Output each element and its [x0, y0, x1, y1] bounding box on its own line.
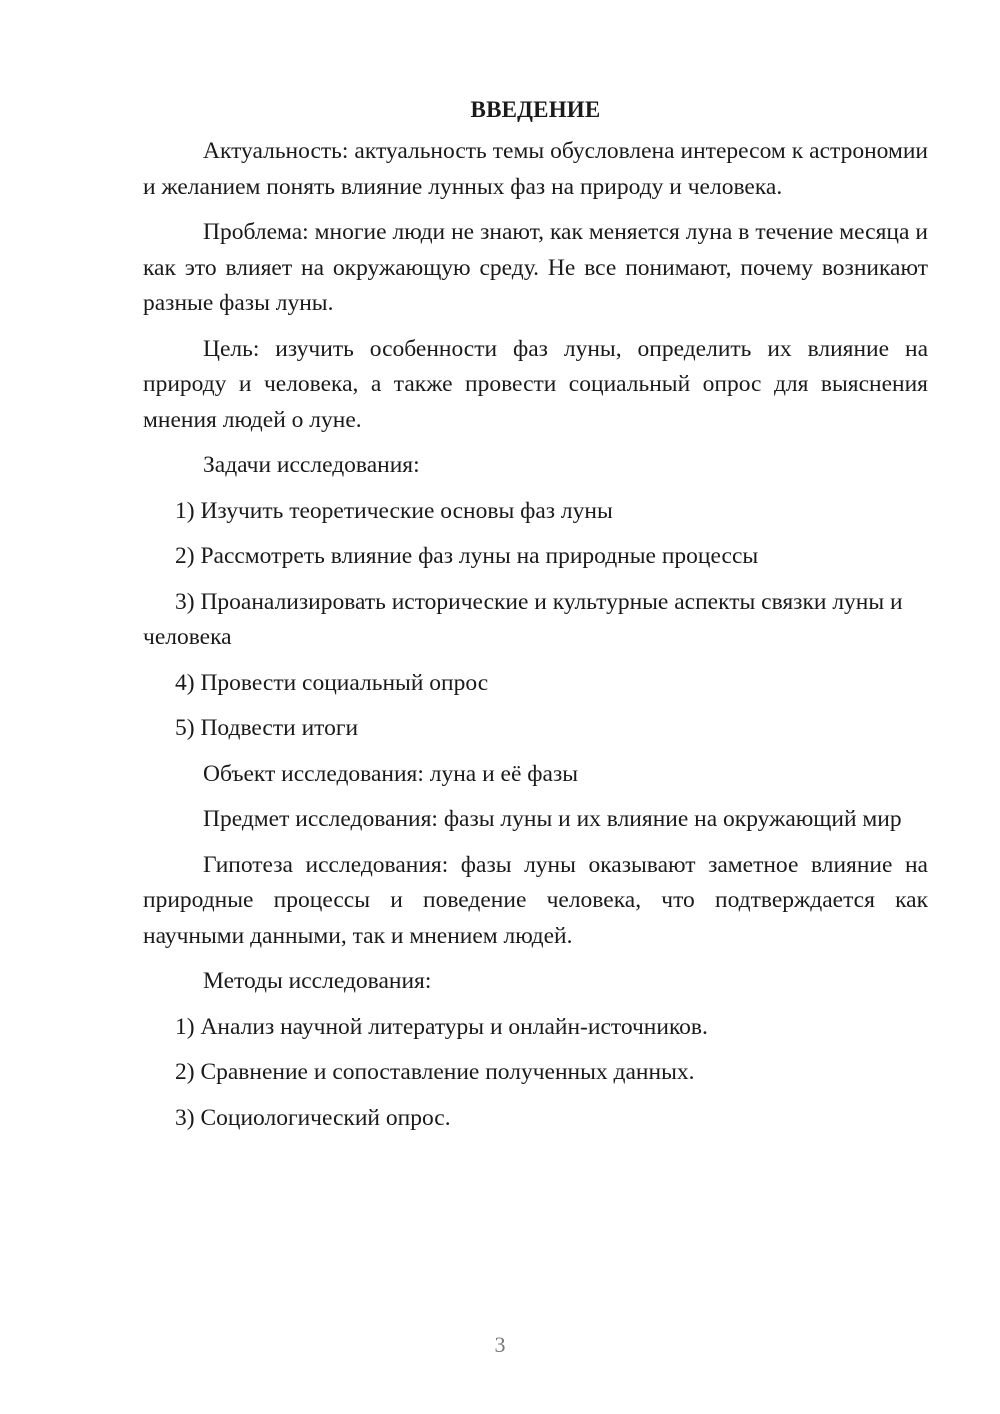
- list-item: 3) Социологический опрос.: [175, 1104, 451, 1131]
- list-item: 1) Анализ научной литературы и онлайн-источников.: [175, 1013, 708, 1040]
- subject-paragraph: Предмет исследования: фазы луны и их влияние на окружающий мир: [203, 806, 902, 832]
- tasks-heading: Задачи исследования:: [203, 452, 420, 478]
- relevance-paragraph: Актуальность: актуальность темы обусловлена интересом к астрономии и желанием понять влияние лунных фаз на природу и человека.: [143, 138, 928, 200]
- problem-paragraph: Проблема: многие люди не знают, как меняется луна в течение месяца и как это влияет на окружающую среду. Не все понимают, почему возникают разные фазы луны.: [143, 219, 928, 316]
- goal-paragraph: Цель: изучить особенности фаз луны, определить их влияние на природу и человека, а также провести социальный опрос для выяснения мнения людей о луне.: [143, 335, 928, 433]
- document-page: [143, 92, 928, 1146]
- list-item: 4) Провести социальный опрос: [175, 669, 489, 696]
- hypothesis-paragraph: Гипотеза исследования: фазы луны оказывают заметное влияние на природные процессы и поведение человека, что подтверждается как научными данными, так и мнением людей.: [143, 851, 928, 949]
- page-number: 3: [494, 1332, 506, 1357]
- list-item: 5) Подвести итоги: [175, 715, 359, 741]
- list-item: 2) Сравнение и сопоставление полученных данных.: [175, 1059, 695, 1085]
- list-item: 3) Проанализировать исторические и культурные аспекты связки луны и человека: [143, 588, 903, 650]
- tasks-list: [143, 494, 928, 747]
- methods-heading: Методы исследования:: [203, 968, 432, 994]
- methods-list: [143, 1010, 928, 1137]
- object-paragraph: Объект исследования: луна и её фазы: [203, 760, 579, 787]
- list-item: 2) Рассмотреть влияние фаз луны на природные процессы: [175, 543, 759, 569]
- list-item: 1) Изучить теоретические основы фаз луны: [175, 497, 613, 524]
- section-title: ВВЕДЕНИЕ: [470, 97, 601, 122]
